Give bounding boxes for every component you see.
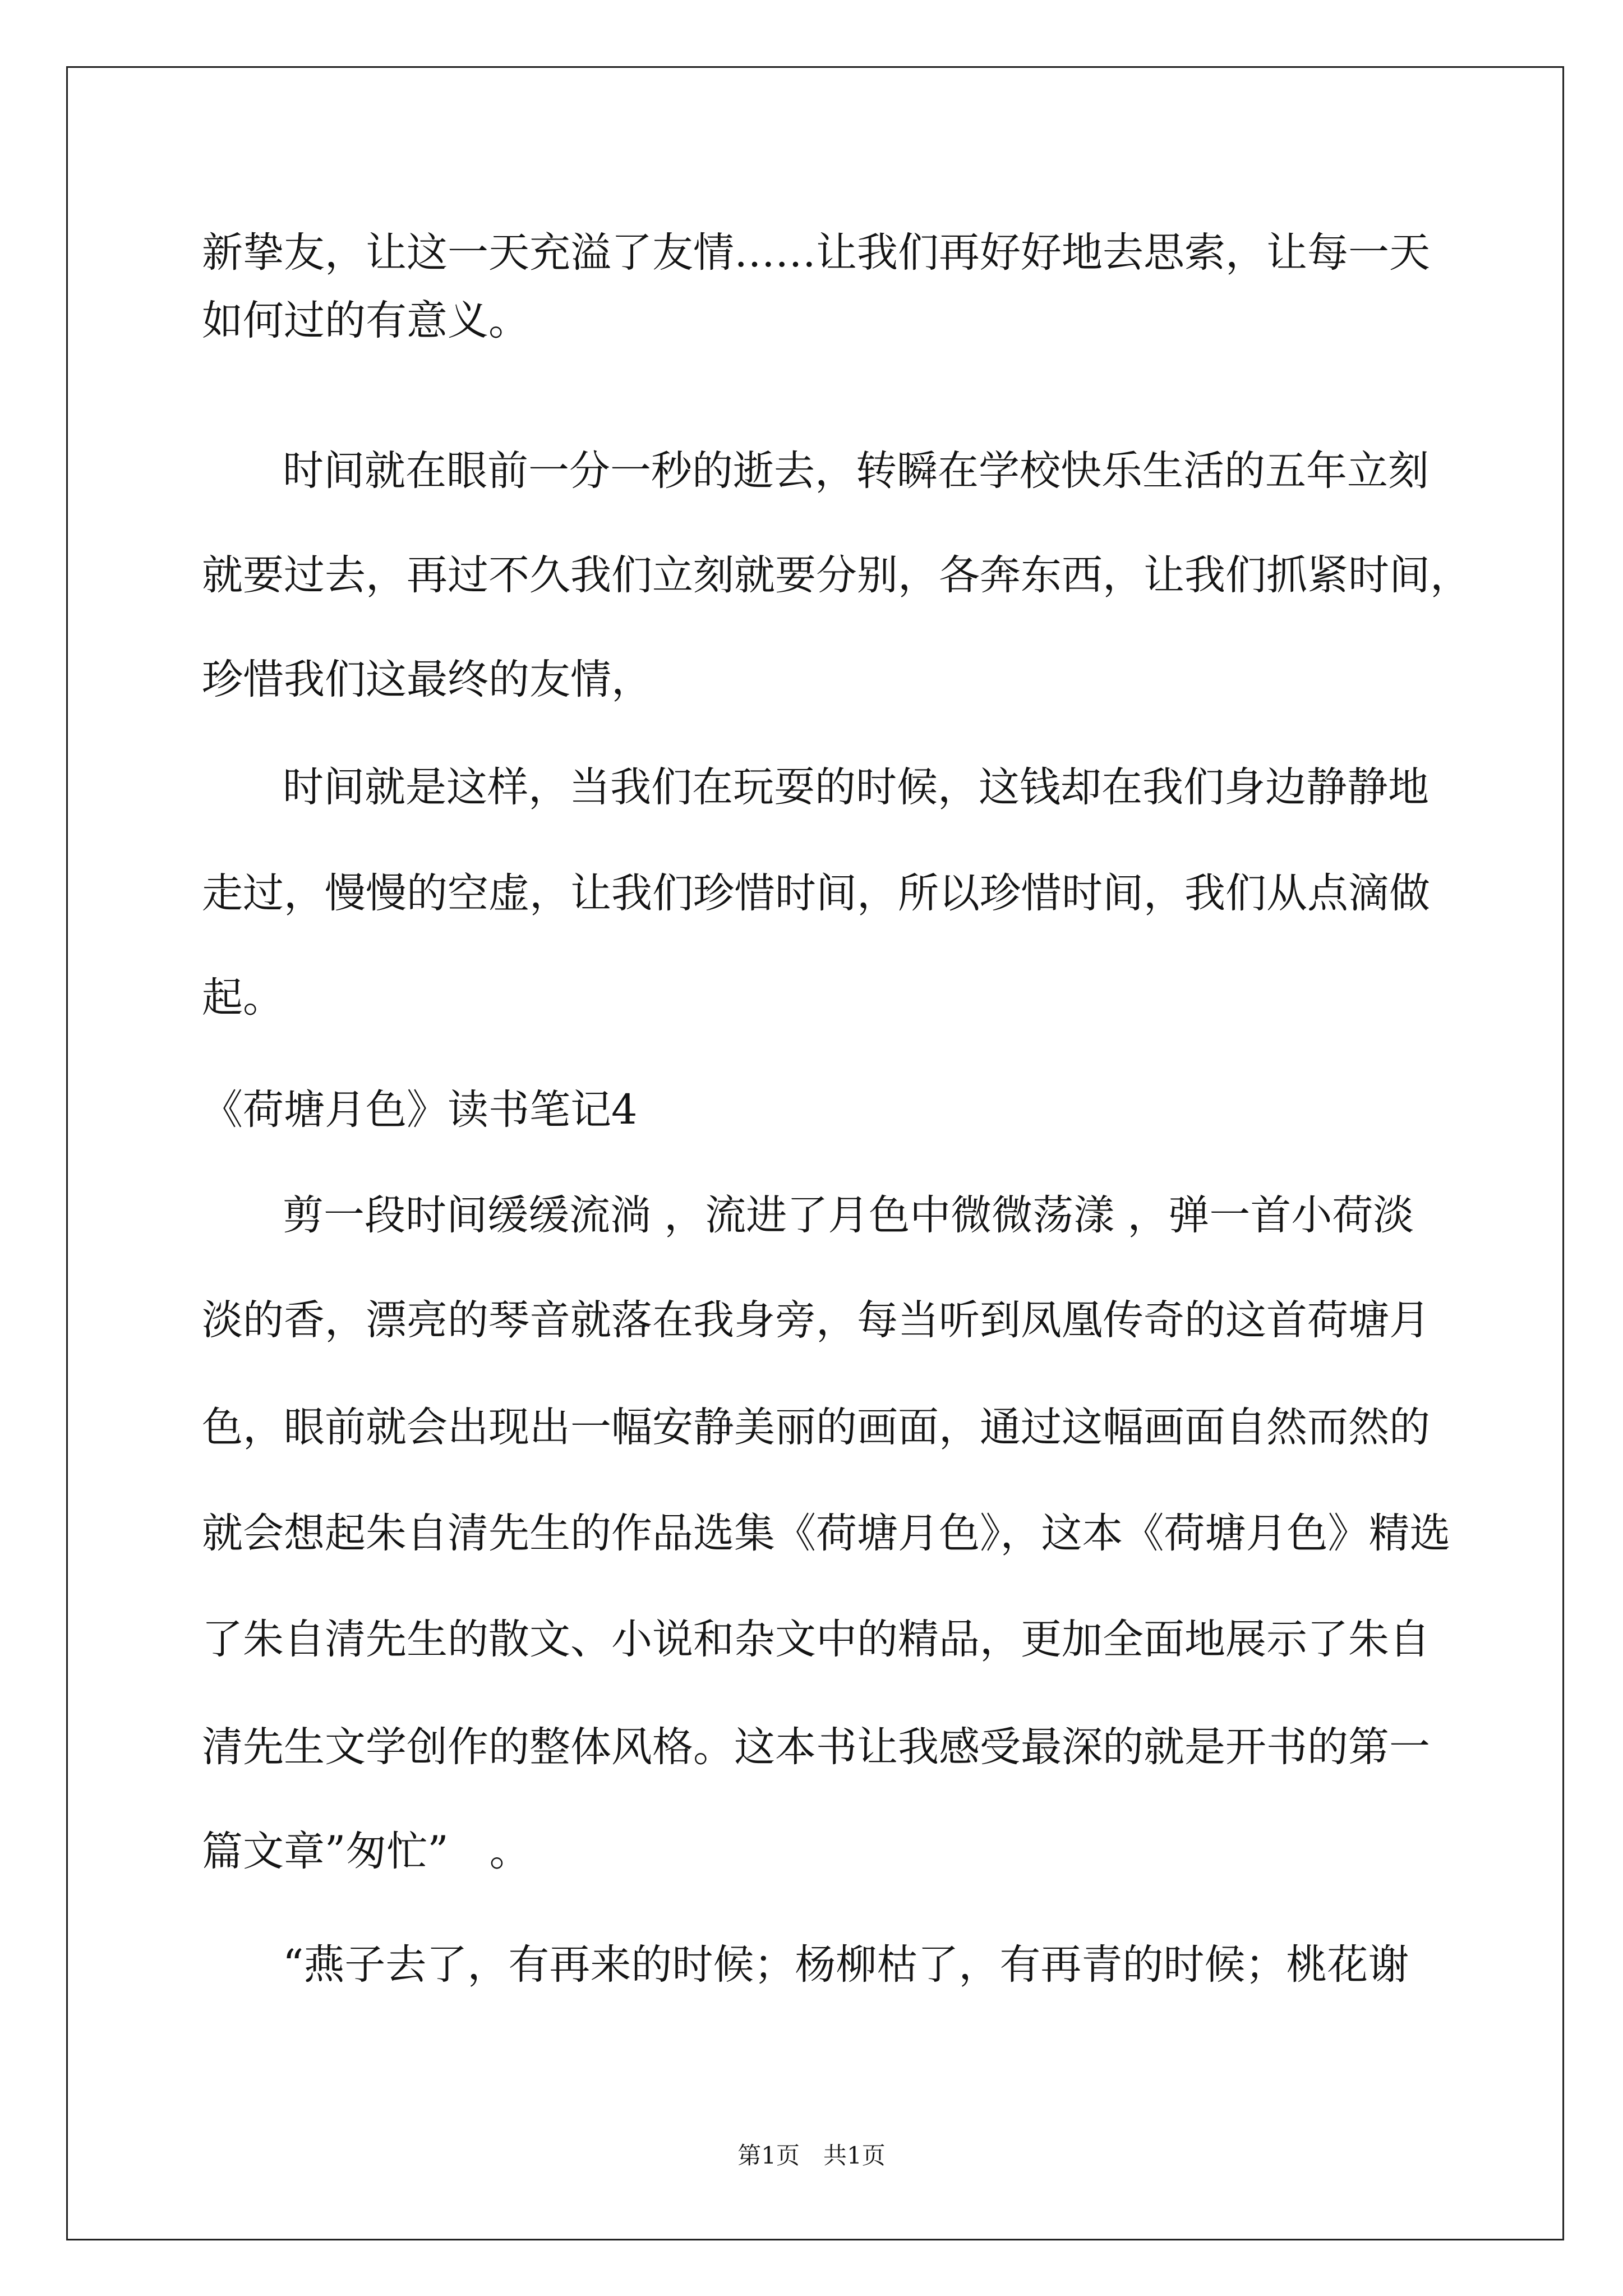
- paragraph-line: 走过，慢慢的空虚，让我们珍惜时间，所以珍惜时间，我们从点滴做: [202, 869, 1430, 917]
- paragraph-line: 时间就在眼前一分一秒的逝去，转瞬在学校快乐生活的五年立刻: [283, 447, 1429, 495]
- paragraph-line: 就会想起朱自清先生的作品选集《荷塘月色》，这本《荷塘月色》精选: [202, 1510, 1451, 1557]
- paragraph-line: 如何过的有意义。: [202, 297, 529, 344]
- paragraph-line: 淡的香，漂亮的琴音就落在我身旁，每当听到凤凰传奇的这首荷塘月: [202, 1296, 1430, 1344]
- paragraph-line: 起。: [202, 974, 284, 1022]
- section-heading: 《荷塘月色》读书笔记4: [202, 1086, 638, 1134]
- paragraph-line: 清先生文学创作的整体风格。这本书让我感受最深的就是开书的第一: [202, 1723, 1430, 1771]
- paragraph-line: 时间就是这样，当我们在玩耍的时候，这钱却在我们身边静静地: [283, 763, 1429, 811]
- paragraph-line: 新挚友，让这一天充溢了友情……让我们再好好地去思索，让每一天: [202, 229, 1430, 277]
- paragraph-line: 就要过去，再过不久我们立刻就要分别，各奔东西，让我们抓紧时间，: [202, 551, 1471, 599]
- page-border: [66, 66, 1564, 2240]
- page-number-footer: 第1页 共1页: [737, 2142, 886, 2169]
- paragraph-line: 色，眼前就会出现出一幅安静美丽的画面，通过这幅画面自然而然的: [202, 1404, 1430, 1451]
- paragraph-line: 剪一段时间缓缓流淌 ，流进了月色中微微荡漾 ，弹一首小荷淡: [283, 1191, 1414, 1239]
- paragraph-line: 了朱自清先生的散文、小说和杂文中的精品，更加全面地展示了朱自: [202, 1616, 1430, 1663]
- paragraph-line: 篇文章”匆忙” 。: [202, 1828, 531, 1875]
- paragraph-line: 珍惜我们这最终的友情，: [202, 656, 652, 703]
- paragraph-line: “燕子去了，有再来的时候；杨柳枯了，有再青的时候；桃花谢: [283, 1941, 1409, 1989]
